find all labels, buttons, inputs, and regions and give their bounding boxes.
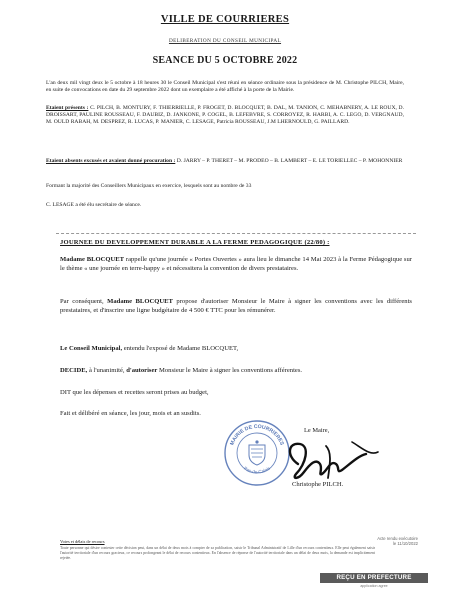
prefecture-receipt-badge: REÇU EN PREFECTURE <box>320 573 428 583</box>
coat-of-arms-icon <box>249 440 265 465</box>
p2-lead: Par conséquent, <box>60 298 108 305</box>
p4-lead2: d'autoriser <box>126 367 158 374</box>
p5-text: DIT que les dépenses et recettes seront prises au budget, <box>60 389 209 396</box>
p3-lead: Le Conseil Municipal, <box>60 345 123 352</box>
present-paragraph <box>46 105 404 127</box>
p3-text: entendu l'exposé de Madame BLOCQUET, <box>122 345 239 352</box>
present-label: Etaient présents : <box>46 105 89 111</box>
seance-title: SEANCE DU 5 OCTOBRE 2022 <box>152 55 298 66</box>
stamp-ring-text: MAIRIE DE COURRIERES <box>229 423 285 447</box>
p2-name: Madame BLOCQUET <box>107 298 173 305</box>
body-paragraph-5 <box>60 389 412 398</box>
intro-text: L'an deux mil vingt deux le 5 octobre à 18 heures 30 le Conseil Municipal s'est réuni en séance ordinaire sous la présidence de M. Christophe PILCH, Maire, en suite de convocations en date du 29 septembre 2022 dont un exemplaire a été affiché à la porte de la Mairie. <box>46 80 404 94</box>
majority-text: Formant la majorité des Conseillers Municipaux en exercice, lesquels sont au nombre de 33 <box>46 183 252 189</box>
p1-text: rappelle qu'une journée « Portes Ouvertes » aura lieu le dimanche 14 Mai 2023 à la Ferme Pédagogique sur le thème « une journée en terre-happy » et nécessitera la convention de divers prestataires. <box>60 256 412 272</box>
notice-line-1: Acte rendu exécutoire <box>377 536 418 541</box>
absent-list: D. JARRY – P. THERET – M. PRODEO – B. LAMBERT – E. LE TORIELLEC – P. MOHONNIER <box>176 158 403 164</box>
present-list: C. PILCH, B. MONTURY, F. THIERRIELLE, P. FROGET, D. BLOCQUET, B. DAL, M. TANION, C. MEHABNERY, A. LE ROUX, D. DROISSART, PAULINE ROUSSEAU, F. DAUBIZ, D. JANKONE, P. COGEL, B. LEFEBVRE, S. CORROYEZ, R. HARBI, A. C. LEGO, D. VERGNAUD, M. OULD RABAH, M. DESPREZ, R. LUCAS, P. MANIER, C. LESAGE, Patricia ROUSSEAU, J.M LHERNOULD, G. PAILLARD. <box>46 105 404 126</box>
body-paragraph-2 <box>60 298 412 315</box>
appeal-title: Voies et délais de recours <box>60 539 105 544</box>
p4-mid: à l'unanimité, <box>87 367 127 374</box>
p6-text: Fait et délibéré en séance, les jour, mois et an susdits. <box>60 410 201 417</box>
p4-text: Monsieur le Maire à signer les conventions afférentes. <box>157 367 303 374</box>
body-paragraph-4 <box>60 367 412 376</box>
absent-label: Etaient absents excusés et avaient donné procuration : <box>46 158 176 164</box>
mayor-role: Le Maire, <box>304 427 330 434</box>
deliberation-subtitle: DELIBERATION DU CONSEIL MUNICIPAL <box>168 38 282 44</box>
notice-line-2: le 11/10/2022 <box>392 541 418 546</box>
intro-paragraph <box>46 80 404 94</box>
p2-text: propose d'autoriser Monsieur le Maire à signer les conventions avec les différents prestataires, et d'inscrire une ligne budgétaire de 4 500 € TTC pour les rémunérer. <box>60 298 412 314</box>
appeal-text: Toute personne qui désire contester cette décision peut, dans un délai de deux mois à compter de sa publication, saisir le Tribunal Administratif de Lille d'un recours contentieux. Elle peut également saisir l'autorité territoriale d'un recours gracieux, ce recours prolongeant le délai de recours contentieux. En l'absence de réponse de l'autorité territoriale dans un délai de deux mois, la demande est implicitement rejetée. <box>60 546 375 560</box>
executory-notice <box>318 536 418 558</box>
receipt-subtext: application agree <box>360 584 388 588</box>
section-divider <box>56 233 416 234</box>
secretary-paragraph <box>46 202 404 209</box>
mayor-name: Christophe PILCH. <box>292 481 344 488</box>
agenda-title: JOURNEE DU DEVELOPPEMENT DURABLE A LA FERME PEDAGOGIQUE (22/80) : <box>60 239 330 246</box>
secretary-text: C. LESAGE a été élu secrétaire de séance. <box>46 202 142 208</box>
town-heading: VILLE DE COURRIERES <box>160 14 290 25</box>
p4-lead: DECIDE, <box>60 367 88 374</box>
absent-paragraph <box>46 158 404 165</box>
stamp-bottom-text: Pas-de-Calais <box>242 465 272 475</box>
body-paragraph-3 <box>60 345 412 354</box>
p1-name: Madame BLOCQUET <box>60 256 125 263</box>
majority-paragraph <box>46 183 404 190</box>
body-paragraph-1 <box>60 256 412 273</box>
